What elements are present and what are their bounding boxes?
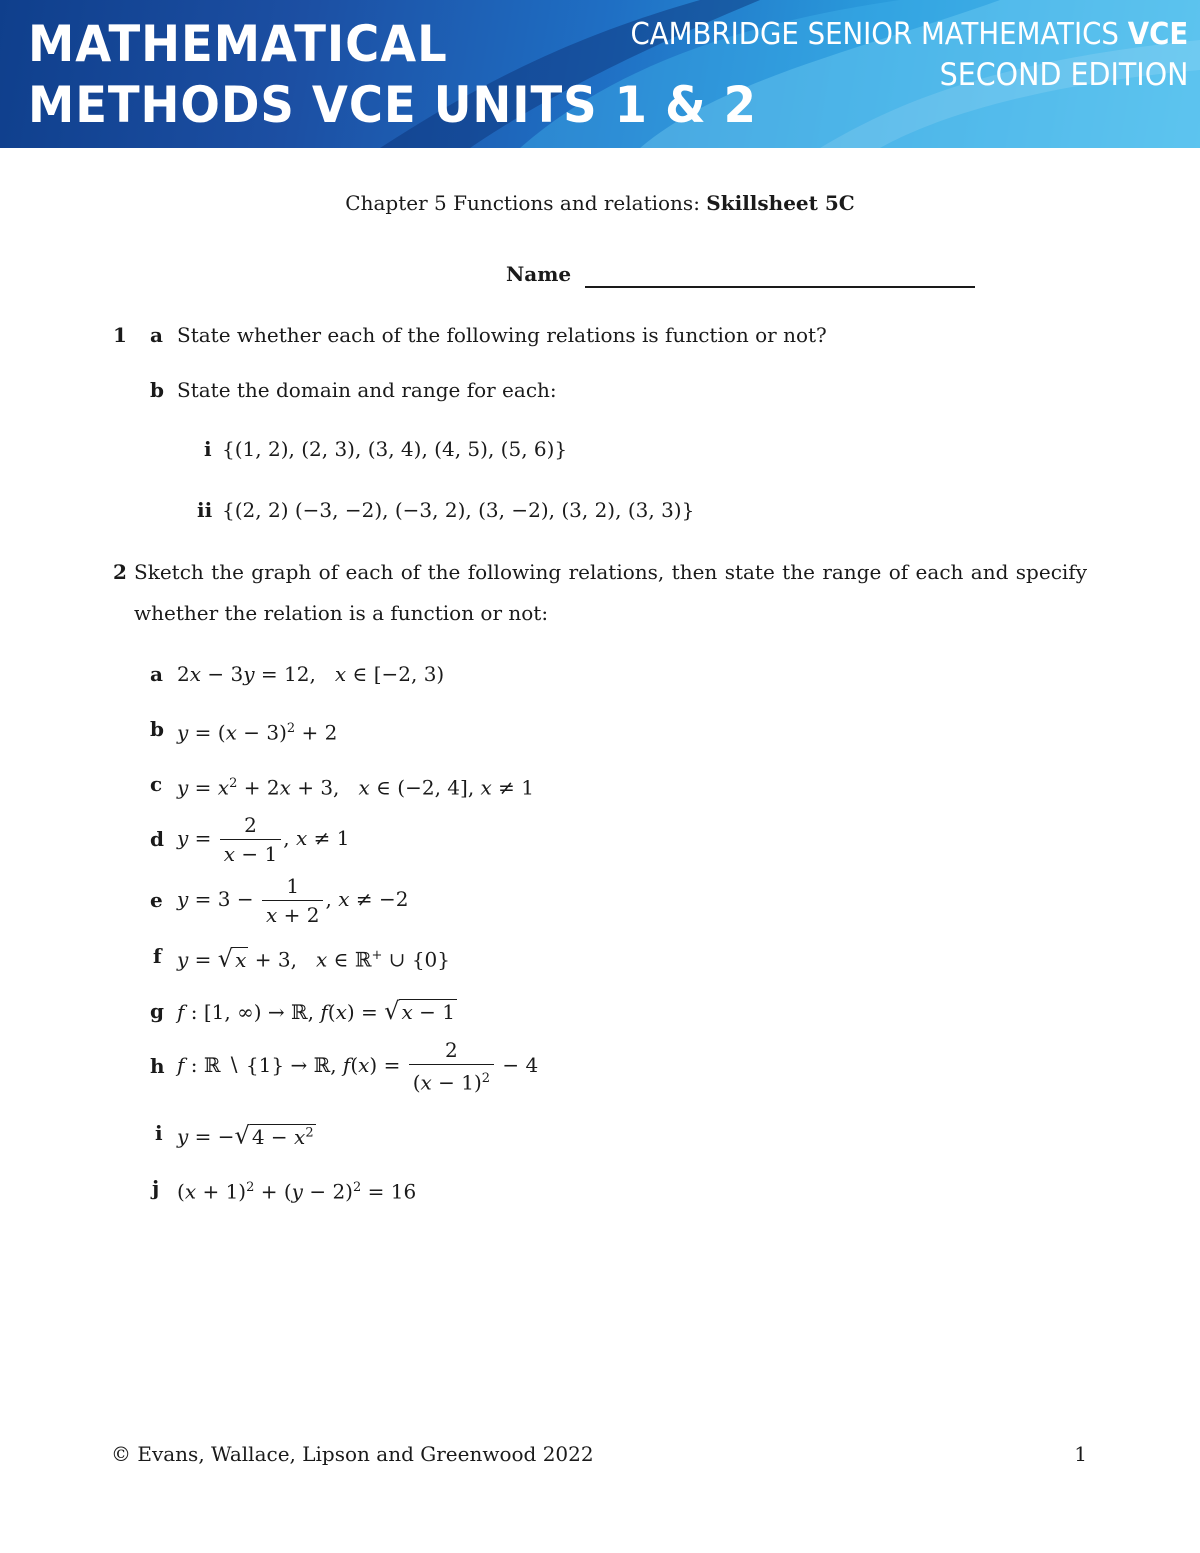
q2b-label: b [150, 717, 164, 741]
q2c-equation: $y = x^2 + 2x + 3$, x ∈ (−2, 4], x ≠ 1 [177, 775, 535, 800]
q2d-label: d [150, 827, 164, 851]
q2j-equation: $(x + 1)^2 + (y - 2)^2 = 16$ [177, 1179, 417, 1204]
q2-text-line-2: whether the relation is a function or not: [134, 601, 549, 625]
q2j-label: j [152, 1176, 160, 1200]
q2b-equation: $y = (x - 3)^2 + 2$ [177, 720, 338, 745]
q1-i-label: i [204, 437, 212, 461]
q1-ii-set: {(2, 2) (−3, −2), (−3, 2), (3, −2), (3, 2), (3, 3)} [222, 498, 695, 522]
q1b-label: b [150, 378, 164, 402]
header-banner [0, 0, 1200, 148]
q1b-text: State the domain and range for each: [177, 378, 557, 402]
name-field-line [585, 286, 975, 288]
q2h-label: h [150, 1054, 165, 1078]
book-title-line-1: MATHEMATICAL [28, 15, 448, 73]
name-label: Name [506, 262, 572, 286]
copyright-footer: © Evans, Wallace, Lipson and Greenwood 2022 [111, 1442, 594, 1466]
q2f-equation: y = √ x + 3, x ∈ ℝ+ ∪ {0} [177, 944, 450, 973]
q1a-text: State whether each of the following relations is function or not? [177, 323, 827, 347]
series-name-regular: CAMBRIDGE SENIOR MATHEMATICS [630, 17, 1119, 52]
series-name [630, 17, 1188, 53]
q2i-label: i [155, 1121, 163, 1145]
q2e-equation: y = 3 − $\frac{1}{x + 2}$ , x ≠ −2 [177, 874, 409, 927]
q2a-label: a [150, 662, 163, 686]
q2g-equation: f : [1, ∞) → ℝ, f(x) = √ x − 1 [177, 997, 455, 1025]
q2e-label: e [150, 888, 163, 912]
q2i-equation: y = −√ $4 - x^2$ [177, 1121, 314, 1150]
q2c-label: c [150, 772, 163, 796]
q1-i-set: {(1, 2), (2, 3), (3, 4), (4, 5), (5, 6)} [222, 437, 568, 461]
q1-ii-label: ii [197, 498, 213, 522]
edition-label: SECOND EDITION [939, 57, 1188, 93]
q2f-label: f [153, 944, 162, 968]
series-name-bold: VCE [1127, 17, 1188, 52]
page-heading [0, 190, 1200, 216]
q2a-equation: 2x − 3y = 12, x ∈ [−2, 3) [177, 662, 445, 686]
book-title-line-2: METHODS VCE UNITS 1 & 2 [28, 76, 757, 134]
q2h-equation: f : ℝ ∖ {1} → ℝ, f(x) = $\frac{2}{(x - 1)^2}$ − 4 [177, 1038, 539, 1095]
q1a-label: a [150, 323, 163, 347]
heading-text: Chapter 5 Functions and relations: [345, 191, 700, 215]
heading-skillsheet: Skillsheet 5C [706, 191, 855, 215]
q2g-label: g [150, 999, 164, 1023]
page-number: 1 [1074, 1442, 1087, 1466]
q2d-equation: y = $\frac{2}{x - 1}$ , x ≠ 1 [177, 813, 350, 866]
q2-number: 2 [113, 560, 127, 584]
q2-text-line-1: Sketch the graph of each of the following relations, then state the range of each and specify [134, 560, 1087, 584]
q1-number: 1 [113, 323, 127, 347]
